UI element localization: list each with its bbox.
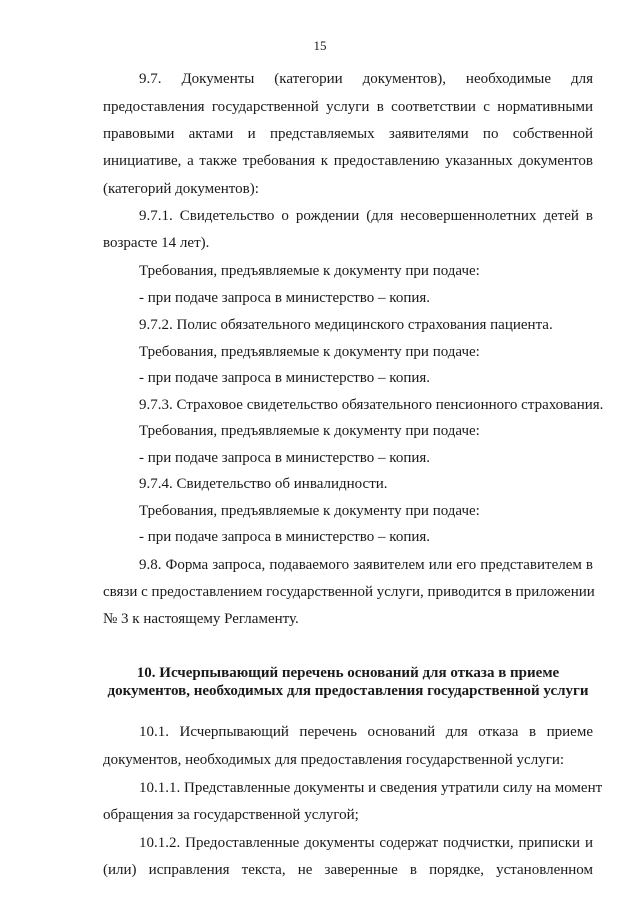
text-line: 9.7.4. Свидетельство об инвалидности. — [139, 476, 388, 492]
page-number: 15 — [313, 38, 327, 53]
text-line: 9.7. Документы (категории документов), необходимые для — [139, 71, 593, 87]
text-line: правовыми актами и представляемых заявителями по собственной — [103, 126, 593, 142]
text-line: Требования, предъявляемые к документу при подаче: — [139, 423, 480, 439]
text-line: 9.8. Форма запроса, подаваемого заявителем или его представителем в — [139, 557, 593, 573]
text-line: - при подаче запроса в министерство – копия. — [139, 450, 431, 466]
text-line: документов, необходимых для предоставления государственной услуги: — [103, 752, 565, 768]
text-line: (или) исправления текста, не заверенные в порядке, установленном — [103, 862, 593, 878]
text-line: 9.7.1. Свидетельство о рождении (для несовершеннолетних детей в — [139, 208, 593, 224]
text-line: предоставления государственной услуги в соответствии с нормативными — [103, 99, 593, 115]
text-line: 9.7.3. Страховое свидетельство обязательного пенсионного страхования. — [139, 397, 604, 413]
text-line: 9.7.2. Полис обязательного медицинского страхования пациента. — [139, 317, 553, 333]
text-line: инициативе, а также требования к предоставлению указанных документов — [103, 153, 593, 169]
text-line: Требования, предъявляемые к документу при подаче: — [139, 263, 480, 279]
text-line: 10.1.2. Предоставленные документы содержат подчистки, приписки и — [139, 835, 593, 851]
text-line: 10.1.1. Представленные документы и сведения утратили силу на момент — [139, 780, 603, 796]
text-line: (категорий документов): — [103, 181, 259, 197]
text-line: связи с предоставлением государственной услуги, приводится в приложении — [103, 584, 595, 600]
text-line: Требования, предъявляемые к документу при подаче: — [139, 344, 480, 360]
text-line: 10.1. Исчерпывающий перечень оснований для отказа в приеме — [139, 724, 593, 740]
text-line: - при подаче запроса в министерство – копия. — [139, 290, 431, 306]
text-line: - при подаче запроса в министерство – копия. — [139, 529, 431, 545]
text-line: - при подаче запроса в министерство – копия. — [139, 370, 431, 386]
section-heading-line: 10. Исчерпывающий перечень оснований для отказа в приеме — [136, 665, 560, 681]
text-line: Требования, предъявляемые к документу при подаче: — [139, 503, 480, 519]
text-line: возрасте 14 лет). — [103, 235, 210, 251]
text-line: обращения за государственной услугой; — [103, 807, 359, 823]
section-heading-line: документов, необходимых для предоставления государственной услуги — [107, 683, 589, 699]
text-line: № 3 к настоящему Регламенту. — [103, 611, 299, 627]
